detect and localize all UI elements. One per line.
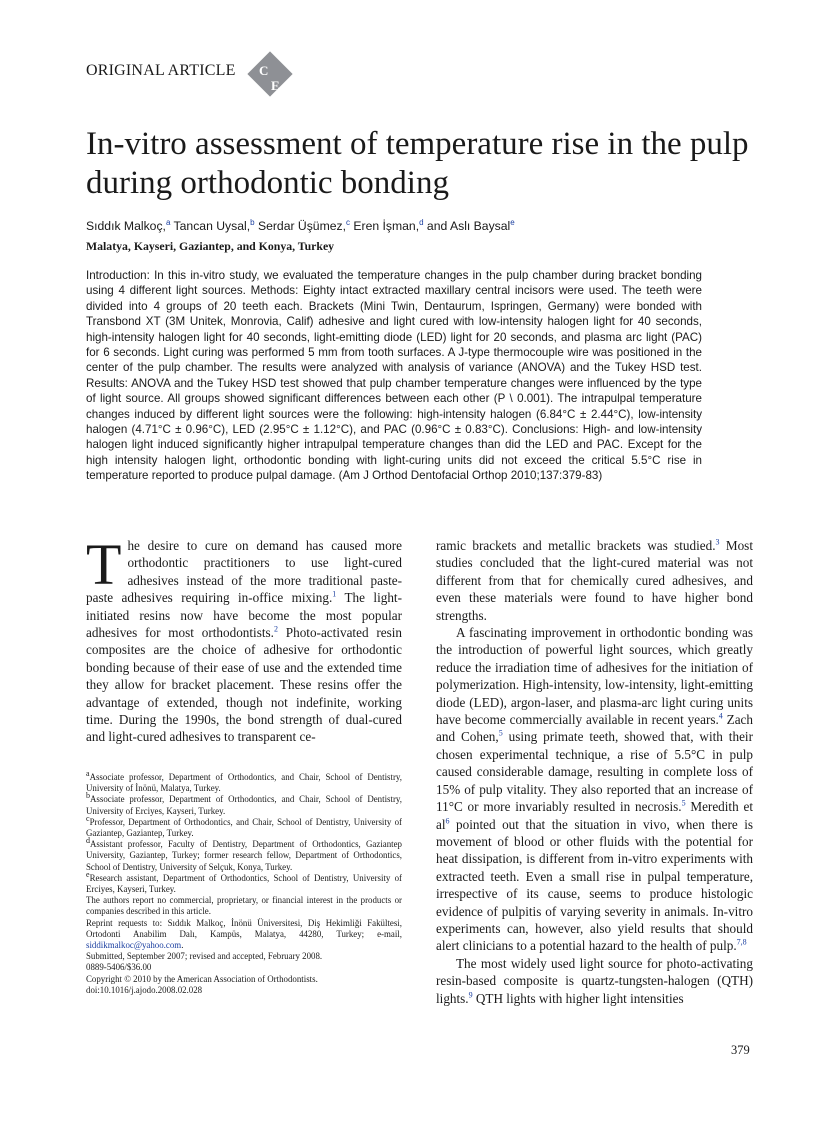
citation-reference[interactable]: 6	[445, 816, 450, 826]
copyright: Copyright © 2010 by the American Association of Orthodontists.	[86, 973, 318, 984]
footnotes	[86, 769, 402, 996]
citation-reference[interactable]: 9	[468, 990, 473, 1000]
affiliation-footnote	[86, 869, 402, 895]
author-name: Serdar Üşümez,	[254, 219, 346, 233]
affiliation-footnote	[86, 836, 402, 873]
author-locations: Malatya, Kayseri, Gaziantep, and Konya, Turkey	[86, 239, 335, 253]
citation-reference[interactable]: 5	[681, 798, 686, 808]
disclosure-note: The authors report no commercial, proprietary, or financial interest in the products or companies described in this article.	[86, 895, 402, 917]
affiliation-marker: a	[86, 769, 90, 779]
text-run: Photo-activated resin composites are the choice of adhesive for orthodontic bonding because of their ease of use and the extended time they allow for bracket placement. These resins offer the advantage of extended, though not indefinite, working time. During the 1990s, the bond strength of dual-cured and light-cured adhesives to transparent ce-	[86, 625, 403, 745]
text-run: The most widely used light source for photo-activating resin-based composite is quartz-tungsten-halogen (QTH) lights.	[436, 955, 753, 1006]
affiliation-text: Assistant professor, Faculty of Dentistry, Department of Orthodontics, Gaziantep University, Gaziantep, Turkey; former research fellow, Department of Orthodontics, School of Dentistry, University of Selçuk, Konya, Turkey.	[86, 839, 402, 872]
author-list	[86, 219, 515, 233]
text-run: Zach and Cohen,	[436, 712, 754, 745]
citation-reference[interactable]: 3	[715, 537, 720, 547]
abstract: Introduction: In this in-vitro study, we evaluated the temperature changes in the pulp chamber during bracket bonding using 4 different light sources. Methods: Eighty intact extracted maxillary central incisors were used. The teeth were divided into 4 groups of 20 teeth each. Brackets (Mini Twin, Dentaurum, Ispringen, Germany) were bonded with Transbond XT (3M Unitek, Monrovia, Calif) adhesive and light cured with low-intensity halogen light for 40 seconds, high-intensity halogen light for 40 seconds, light-emitting diode (LED) light for 20 seconds, and plasma arc light (PAC) for 6 seconds. Light curing was performed 5 mm from tooth surfaces. A J-type thermocouple wire was positioned in the center of the pulp chamber. The results were analyzed with analysis of variance (ANOVA) and the Tukey HSD test. Results: ANOVA and the Tukey HSD test showed that pulp chamber temperature changes were influenced by the type of light source. All groups showed significant differences between each other (P \ 0.001). The intrapulpal temperature changes induced by different light sources were the following: high-intensity halogen (6.84°C ± 2.44°C), low-intensity halogen (4.71°C ± 0.96°C), LED (2.95°C ± 1.12°C), and PAC (0.96°C ± 0.83°C). Conclusions: High- and low-intensity halogen light induced significantly higher intrapulpal temperature changes than did the LED and PAC. Except for the high intensity halogen light, orthodontic bonding with light-curing units did not exceed the critical 5.5°C rise in temperature reported to produce pulpal damage. (Am J Orthod Dentofacial Orthop 2010;137:379-83)	[86, 269, 702, 483]
section-label: ORIGINAL ARTICLE	[86, 62, 236, 79]
citation-reference[interactable]: 4	[718, 711, 723, 721]
affiliation-footnote	[86, 813, 402, 839]
affiliation-marker: b	[86, 791, 90, 801]
text-run: A fascinating improvement in orthodontic bonding was the introduction of powerful light sources, which greatly reduce the irradiation time of adhesives for the initiation of polymerization. High-intensity, low-intensity, light-emitting diode (LED), argon-laser, and plasma-arc light curing units have become commercially available in recent years.	[436, 625, 753, 728]
citation-reference[interactable]: 1	[332, 589, 337, 599]
affiliation-marker: a	[165, 217, 171, 227]
citation-reference[interactable]: 5	[498, 729, 503, 739]
submission-dates: Submitted, September 2007; revised and accepted, February 2008.	[86, 951, 323, 962]
drop-cap: T	[86, 532, 122, 597]
reprint-requests: Reprint requests to: Sıddık Malkoç, İnönü Üniversitesi, Diş Hekimliği Fakültesi, Ortodonti Anabilim Dalı, Kampüs, Malatya, 44280, Turkey; e-mail, siddikmalkoc@yahoo.com.	[86, 917, 402, 951]
body-paragraph	[436, 955, 753, 1007]
affiliation-footnote	[86, 791, 402, 816]
text-run: Meredith et al	[436, 799, 753, 832]
ce-badge-letter-c: C	[259, 63, 269, 78]
citation-reference[interactable]: 2	[273, 624, 278, 634]
body-paragraph	[86, 532, 403, 746]
body-column-left	[86, 532, 403, 746]
text-run: Most studies concluded that the light-cured material was not different from that for chemically cured adhesives, and even these materials were found to have higher bond strengths.	[436, 538, 753, 623]
text-run: QTH lights with higher light intensities	[472, 990, 684, 1006]
page-number: 379	[731, 1043, 750, 1057]
affiliation-list	[86, 769, 402, 895]
affiliation-marker: b	[250, 217, 255, 227]
article-title: In-vitro assessment of temperature rise in the pulp during orthodontic bonding	[86, 126, 749, 201]
text-run: using primate teeth, showed that, with their chosen experimental technique, a rise of 5.5°C in pulp caused considerable damage, resulting in complete loss of 15% of pulp vitality. They also reported that an increase of 11°C or more invariably resulted in necrosis.	[436, 729, 753, 815]
ce-badge-icon	[247, 51, 292, 96]
affiliation-text: Research assistant, Department of Orthodontics, School of Dentistry, University of Erciyes, Kayseri, Turkey.	[86, 872, 402, 895]
affiliation-text: Professor, Department of Orthodontics, and Chair, School of Dentistry, University of Gaziantep, Gaziantep, Turkey.	[86, 816, 402, 839]
text-run: he desire to cure on demand has caused more orthodontic practitioners to use light-cured adhesives instead of the more traditional paste-paste adhesives requiring in-office mixing.	[86, 538, 402, 606]
citation-reference[interactable]: 7,8	[736, 937, 747, 947]
doi: doi:10.1016/j.ajodo.2008.02.028	[86, 984, 203, 995]
author-name: Tancan Uysal,	[170, 219, 251, 233]
author-name: Sıddık Malkoç,	[86, 219, 166, 233]
affiliation-marker: d	[419, 217, 424, 227]
body-paragraph	[436, 537, 753, 624]
body-column-right	[436, 537, 753, 1007]
author-name: and Aslı Baysal	[423, 219, 511, 233]
text-run: ramic brackets and metallic brackets was studied.	[436, 538, 716, 553]
text-run: The light-initiated resins now have become the most popular adhesives for most orthodontists.	[86, 590, 402, 641]
issn: 0889-5406/$36.00	[86, 962, 152, 973]
ce-badge-letter-e: E	[271, 78, 280, 93]
affiliation-marker: e	[86, 869, 90, 879]
body-paragraph	[436, 624, 753, 955]
affiliation-marker: c	[86, 813, 90, 823]
text-run: pointed out that the situation in vivo, when there is movement of blood or other fluids with the potential for heat dissipation, is different from in-vitro experiments with extracted teeth. Even a small rise in pulpal temperature, irrespective of its cause, seems to produce histologic evidence of pulpitis of varying severity in animals. In-vitro experiments can, however, also yield results that should alert clinicians to a potential hazard to the health of pulp.	[436, 816, 753, 954]
affiliation-text: Associate professor, Department of Orthodontics, and Chair, School of Dentistry, University of Erciyes, Kayseri, Turkey.	[86, 794, 402, 816]
affiliation-marker: e	[510, 217, 515, 227]
affiliation-text: Associate professor, Department of Orthodontics, and Chair, School of Dentistry, University of İnönü, Malatya, Turkey.	[86, 772, 402, 794]
affiliation-marker: d	[86, 836, 90, 846]
affiliation-footnote	[86, 769, 402, 794]
affiliation-marker: c	[346, 217, 350, 227]
email-link[interactable]: siddikmalkoc@yahoo.com	[86, 940, 182, 951]
author-name: Eren İşman,	[350, 219, 420, 233]
